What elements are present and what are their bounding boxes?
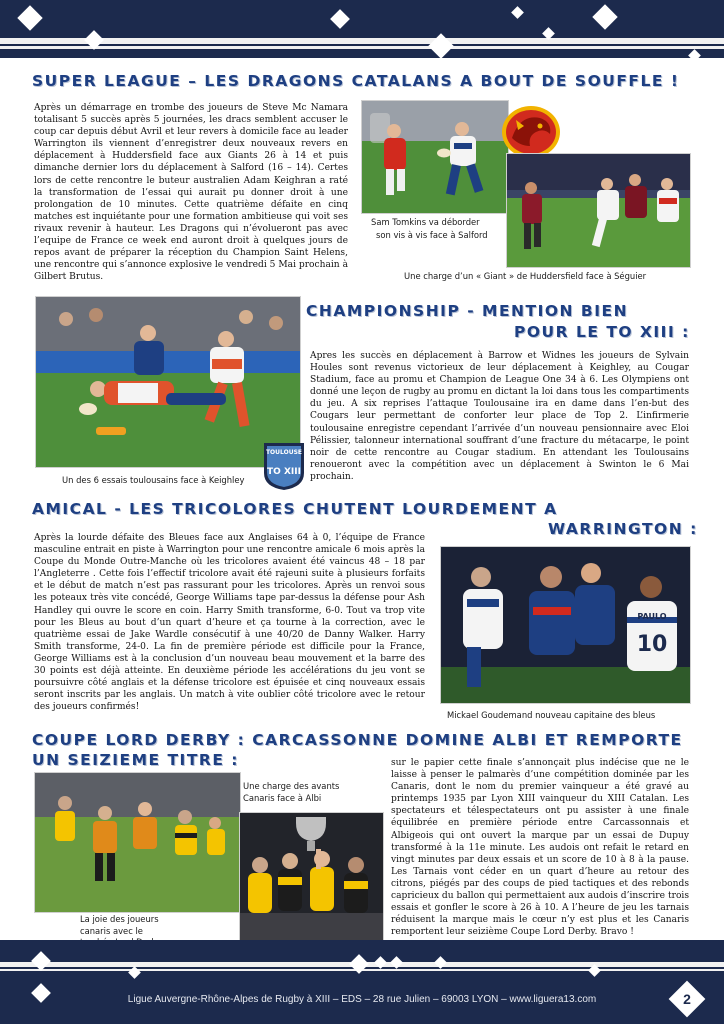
caption-trophy-line1: La joie des joueurs [80, 914, 159, 924]
championship-title-line1: CHAMPIONSHIP - MENTION BIEN [306, 302, 629, 320]
header-stripe-thin [0, 46, 724, 49]
photo-canaris-charge [34, 772, 241, 913]
coupe-title-line2: UN SEIZIEME TITRE : [32, 751, 240, 769]
header-stripe [0, 38, 724, 44]
toulouse-to-xiii-logo [262, 441, 306, 491]
championship-title-line2: POUR LE TO XIII : [514, 323, 690, 341]
amical-title-line2: WARRINGTON : [548, 520, 698, 538]
photo-sam-tomkins [361, 100, 509, 214]
caption-goudemand: Mickael Goudemand nouveau capitaine des bleus [447, 710, 656, 720]
photo-huddersfield-charge [506, 153, 691, 268]
jersey-number: 10 [636, 632, 668, 657]
jersey-name: PAULO [637, 612, 667, 621]
amical-article: Après la lourde défaite des Bleues face aux Anglaises 64 à 0, l’équipe de France masculine entrait en piste à Warrington pour une rencontre amicale 6 mois après la Coupe du Monde Outre-Manche où les tricolores avaient été vaincus 48 – 18 par l’Angleterre . Cette fois l’effectif tricolore avait été rajeuni suite à plusieurs forfaits et le début de match n’est pas rassurant pour les tricolores. Après un renvoi sous les poteaux très vite concédé, George Williams tape par-dessus la défense pour Ash Handley qui ouvre le score en coin. Harry Smith transforme, 6-0. Tout va trop vite pour les Bleus au bout d’un quart d’heure et ça tourne à la correction, avec le quatrième essai de Jake Wardle consécutif à une 40/20 de Danny Walker. Harry Smith transforme, 24-0. La fin de première période est difficile pour la France, George Williams est à la conclusion d’un nouveau beau mouvement et la barre des 30 points est déjà atteinte. En deuxième période les accélérations du jeu vont se poursuivre côté anglais et la défense tricolore est épuisée et cinq nouveaux essais seront inscrits par les anglais. Un match à vite oublier côté tricolore avec le retour des joueurs confirmés! [34, 533, 425, 713]
coupe-title-line1: COUPE LORD DERBY : CARCASSONNE DOMINE ALBI ET REMPORTE [32, 731, 683, 749]
super-league-title: SUPER LEAGUE – LES DRAGONS CATALANS A BOUT DE SOUFFLE ! [32, 72, 680, 90]
caption-sam-tomkins-line1: Sam Tomkins va déborder [371, 217, 480, 227]
logo-text-toulouse: TOULOUSE [265, 449, 303, 456]
caption-canaris-charge-line2: Canaris face à Albi [243, 793, 322, 803]
caption-trophy-line2: canaris avec le [80, 926, 143, 936]
dragons-catalans-logo [500, 104, 562, 160]
logo-text-to-xiii: TO XIII [267, 467, 301, 477]
footer-address: Ligue Auvergne-Rhône-Alpes de Rugby à XIII – EDS – 28 rue Julien – 69003 LYON – www.liguera13.com [127, 994, 597, 1005]
photo-trophy-celebration [239, 812, 384, 946]
caption-sam-tomkins-line2: son vis à vis face à Salford [376, 230, 488, 240]
championship-article: Apres les succès en déplacement à Barrow et Widnes les joueurs de Sylvain Houles sont revenus victorieux de leur déplacement à Keighley, au Cougar Stadium, face au promu et Champion de League One 34 à 6. Les Olympiens ont donné une leçon de rugby au promu en dictant la loi dans tous les compartiments du jeu. A six reprises l’attaque Toulousaine ira en dame dans l’en-but des Cougars leur permettant de conforter leur place de Top 2. L’infirmerie toulousaine enregistre cependant l’arrivée d’un nouveau pensionnaire avec Eloi Pélissier, talonneur international souffrant d’une fracture du métacarpe, le point noir de cette rencontre au Cougar stadium. En attendant les Toulousains renoueront avec la compétition avec un déplacement à Swinton le 6 Mai prochain. [310, 351, 689, 482]
footer-band [0, 940, 724, 1024]
caption-canaris-charge-line1: Une charge des avants [243, 781, 340, 791]
coupe-article: sur le papier cette finale s’annonçait plus indécise que ne le laisse à penser le palmarès d’une compétition dominée par les Canaris, dont le nom du premier vainqueur a été gravé au printemps 1935 par Lyon XIII vainqueur du XIII Catalan. Les spectateurs et télespectateurs ont pu assister à une finale équilibrée en première période entre Carcassonnais et Albigeois qui ont ouvert la marque par un essai de Dupuy transformé à la 11e minute. Les audois ont refait le retard en vingt minutes par deux essais et un score de 10 à 8 à la pause. Les Tarnais vont céder en un quart d’heure au retour des citrons, piégés par des coups de pied tactiques et des rebonds capricieux du ballon qui permettaient aux audois d’inscrire trois essais et gonfler le score à 26 à 10. A l’heure de jeu les tarnais réduisent la marque mais le cœur n’y est plus et les Canaris remportent leur seizième Coupe Lord Derby. Bravo ! [391, 758, 689, 938]
caption-huddersfield-charge: Une charge d’un « Giant » de Huddersfield face à Séguier [404, 271, 647, 281]
super-league-article: Après un démarrage en trombe des joueurs de Steve Mc Namara totalisant 5 succès après 5 journées, les dracs semblent accuser le coup car depuis début Avril et leur revers à domicile face au leader Warrington ils viennent d’enregistrer deux nouveaux revers en déplacement à Huddersfield face aux Giants 26 à 14 et puis dimanche dernier lors du déplacement à Salford (16 – 14). Certes lors de cette rencontre le buteur australien Adam Keighran a raté la transformation de l’essai qui aurait pu donner droit à une prolongation de 10 minutes. Cette quatrième défaite en cinq matches est inquiétante pour une formation ambitieuse qui voit ses rivaux revenir à hauteur. Les Dragons qui n’évolueront pas avec l’equipe de France ce week end auront droit à quelques jours de repos avant de préparer la réception du Champion Saint Helens, une rencontre qui s’annonce explosive le vendredi 5 Mai prochain à Gilbert Brutus. [34, 103, 348, 283]
page-number: 2 [683, 991, 691, 1007]
photo-france-england [440, 546, 691, 704]
caption-toulouse-try: Un des 6 essais toulousains face à Keighley [62, 475, 245, 485]
amical-title-line1: AMICAL - LES TRICOLORES CHUTENT LOURDEMENT A [32, 500, 558, 518]
header-band [0, 0, 724, 58]
